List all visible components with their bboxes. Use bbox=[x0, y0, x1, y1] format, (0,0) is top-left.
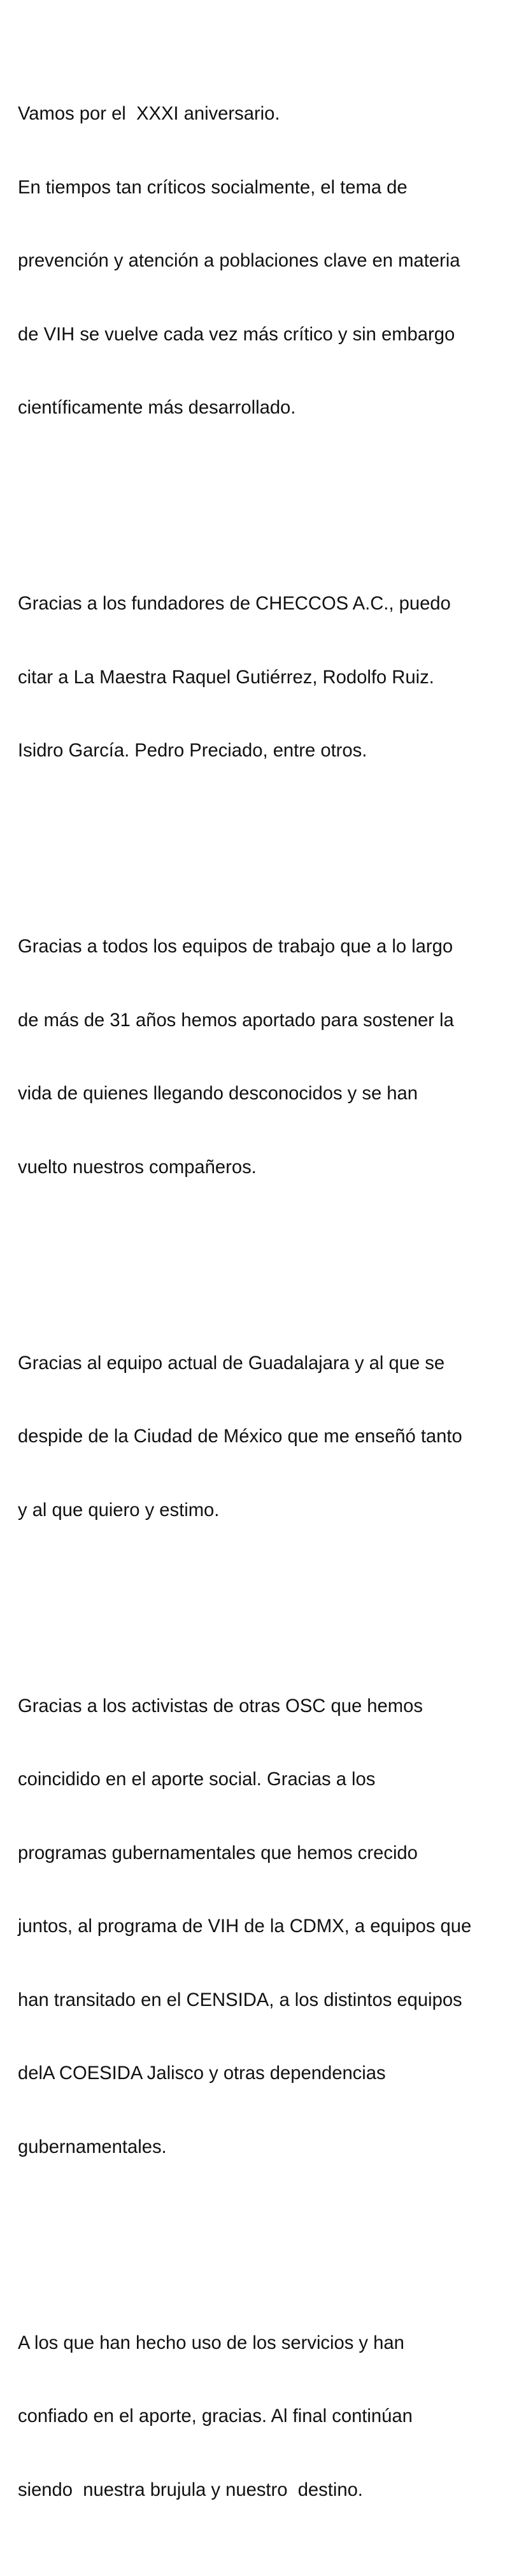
text-line: han transitado en el CENSIDA, a los distintos equipos bbox=[18, 1989, 462, 2010]
text-line: coincidido en el aporte social. Gracias a los bbox=[18, 1769, 376, 1790]
text-line: Gracias a todos los equipos de trabajo que a lo largo bbox=[18, 936, 453, 957]
text-line: despide de la Ciudad de México que me enseñó tanto bbox=[18, 1426, 462, 1447]
text-line: Gracias a los activistas de otras OSC que hemos bbox=[18, 1695, 423, 1716]
text-line: confiado en el aporte, gracias. Al final continúan bbox=[18, 2406, 413, 2426]
text-line: vida de quienes llegando desconocidos y se han bbox=[18, 1083, 418, 1104]
text-line: programas gubernamentales que hemos crecido bbox=[18, 1842, 418, 1863]
text-line: Gracias a los fundadores de CHECCOS A.C., puedo bbox=[18, 594, 451, 614]
text-line: Gracias al equipo actual de Guadalajara y al que se bbox=[18, 1353, 445, 1374]
document-body bbox=[18, 4, 518, 2576]
paragraph-1 bbox=[18, 53, 518, 470]
text-line: y al que quiero y estimo. bbox=[18, 1500, 220, 1521]
paragraph-5 bbox=[18, 1645, 518, 2209]
text-line: Vamos por el XXXI aniversario. bbox=[18, 104, 280, 124]
text-line: prevención y atención a poblaciones clave en materia bbox=[18, 251, 460, 271]
text-line: juntos, al programa de VIH de la CDMX, a equipos que bbox=[18, 1916, 472, 1937]
text-line: gubernamentales. bbox=[18, 2136, 167, 2157]
text-line: citar a La Maestra Raquel Gutiérrez, Rodolfo Ruiz. bbox=[18, 667, 434, 688]
paragraph-4 bbox=[18, 1302, 518, 1572]
text-line: científicamente más desarrollado. bbox=[18, 398, 296, 418]
text-line: vuelto nuestros compañeros. bbox=[18, 1157, 257, 1178]
paragraph-6 bbox=[18, 2282, 518, 2552]
paragraph-2 bbox=[18, 543, 518, 812]
text-line: Isidro García. Pedro Preciado, entre otros. bbox=[18, 741, 367, 761]
text-line: siendo nuestra brujula y nuestro destino. bbox=[18, 2479, 363, 2500]
text-line: de más de 31 años hemos aportado para sostener la bbox=[18, 1010, 454, 1031]
paragraph-3 bbox=[18, 886, 518, 1229]
text-line: delA COESIDA Jalisco y otras dependencias bbox=[18, 2063, 386, 2084]
text-line: En tiempos tan críticos socialmente, el tema de bbox=[18, 177, 408, 198]
text-line: A los que han hecho uso de los servicios y han bbox=[18, 2332, 404, 2353]
text-line: de VIH se vuelve cada vez más crítico y sin embargo bbox=[18, 324, 455, 345]
